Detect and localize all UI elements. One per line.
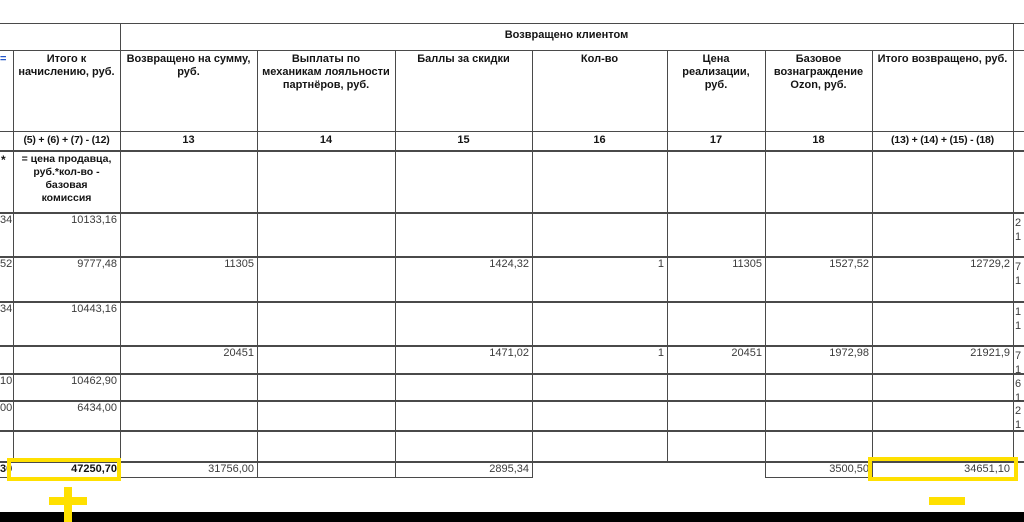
total-total-returned: 34651,10 <box>964 463 1010 475</box>
column-header-returned-sum: Возвращено на сумму, руб. <box>126 53 251 78</box>
cell-total-accrued: 9777,48 <box>77 258 117 270</box>
cell-total-accrued: 10462,90 <box>71 375 117 387</box>
highlight-box-total-returned <box>868 457 1018 481</box>
column-code-returned-sum: 13 <box>182 134 195 146</box>
cell-sale-price: 20451 <box>731 347 762 359</box>
column-header-total-returned: Итого возвращено, руб. <box>877 53 1008 65</box>
grid-hline <box>0 373 1024 375</box>
column-code-loyalty-payments: 14 <box>319 134 333 146</box>
total-discount-points: 2895,34 <box>489 463 529 475</box>
plus-annotation-icon <box>49 497 87 505</box>
cell-base-reward: 1527,52 <box>829 258 869 270</box>
left-edge-formula-fragment: * <box>1 153 6 167</box>
column-code-base-reward: 18 <box>812 134 825 146</box>
total-edge-left: 30 <box>0 463 13 475</box>
column-header-discount-points: Баллы за скидки <box>417 53 510 65</box>
highlight-box-total-accrued <box>7 458 121 481</box>
cell-total-accrued: 10133,16 <box>71 214 117 226</box>
bottom-black-bar <box>0 512 1024 522</box>
grid-hline <box>0 50 1024 51</box>
column-header-qty: Кол-во <box>580 53 619 65</box>
total-accrued: 47250,70 <box>71 463 117 475</box>
column-header-base-reward: Базовое вознаграждение Ozon, руб. <box>773 53 864 91</box>
cell-total-accrued: 10443,16 <box>71 303 117 315</box>
column-code-qty: 16 <box>593 134 606 146</box>
cell-total-returned: 12729,2 <box>970 258 1010 270</box>
grid-hline <box>0 131 1024 132</box>
cell-discount-points: 1471,02 <box>489 347 529 359</box>
cell-total-accrued: 6434,00 <box>77 402 117 414</box>
cell-edge-left: 00 <box>0 402 13 414</box>
cell-edge-right: 7 1 <box>1015 261 1022 287</box>
grid-vline <box>1013 23 1014 461</box>
column-header-total-accrued: Итого к начислению, руб. <box>18 53 115 78</box>
section-header: Возвращено клиентом <box>504 29 629 41</box>
cell-edge-left: 52 <box>0 258 13 270</box>
grid-vline <box>667 50 668 461</box>
cell-qty: 1 <box>657 347 664 359</box>
grid-vline <box>13 50 14 461</box>
column-code-sale-price: 17 <box>709 134 723 146</box>
minus-annotation-icon <box>929 497 965 505</box>
total-base-reward: 3500,50 <box>829 463 869 475</box>
cell-base-reward: 1972,98 <box>829 347 869 359</box>
total-returned-sum: 31756,00 <box>208 463 254 475</box>
grid-vline <box>120 23 121 478</box>
grid-hline <box>0 400 1024 402</box>
grid-hline <box>0 301 1024 303</box>
cell-discount-points: 1424,32 <box>489 258 529 270</box>
column-code-total-returned: (13) + (14) + (15) - (18) <box>891 134 994 146</box>
cell-edge-right: 1 1 <box>1015 306 1022 332</box>
cell-edge-left: 34 <box>0 303 13 315</box>
grid-vline <box>257 50 258 478</box>
cell-returned-sum: 11305 <box>224 258 254 270</box>
cell-edge-right: 2 1 <box>1015 217 1022 243</box>
column-header-loyalty-payments: Выплаты по механикам лояльности партнёров, руб. <box>262 53 390 91</box>
cell-total-returned: 21921,9 <box>970 347 1010 359</box>
column-code-total-accrued: (5) + (6) + (7) - (12) <box>23 134 110 146</box>
cell-edge-left: 10 <box>0 375 13 387</box>
cell-returned-sum: 20451 <box>223 347 254 359</box>
cell-edge-right: 6 1 <box>1015 378 1022 404</box>
cell-edge-left: 34 <box>0 214 13 226</box>
grid-hline <box>0 430 1024 432</box>
cell-edge-right: 2 1 <box>1015 405 1022 431</box>
column-code-discount-points: 15 <box>457 134 470 146</box>
cell-sale-price: 11305 <box>732 258 762 270</box>
grid-hline <box>0 212 1024 214</box>
left-edge-header-fragment: = <box>0 53 7 65</box>
cell-qty: 1 <box>657 258 664 270</box>
column-header-sale-price: Цена реализации, руб. <box>682 53 750 91</box>
formula-note: = цена продавца, руб.*кол-во - базовая комиссия <box>21 153 112 204</box>
grid-hline <box>0 23 1024 24</box>
grid-hline <box>0 150 1024 152</box>
cell-edge-right: 7 1 <box>1015 350 1022 376</box>
